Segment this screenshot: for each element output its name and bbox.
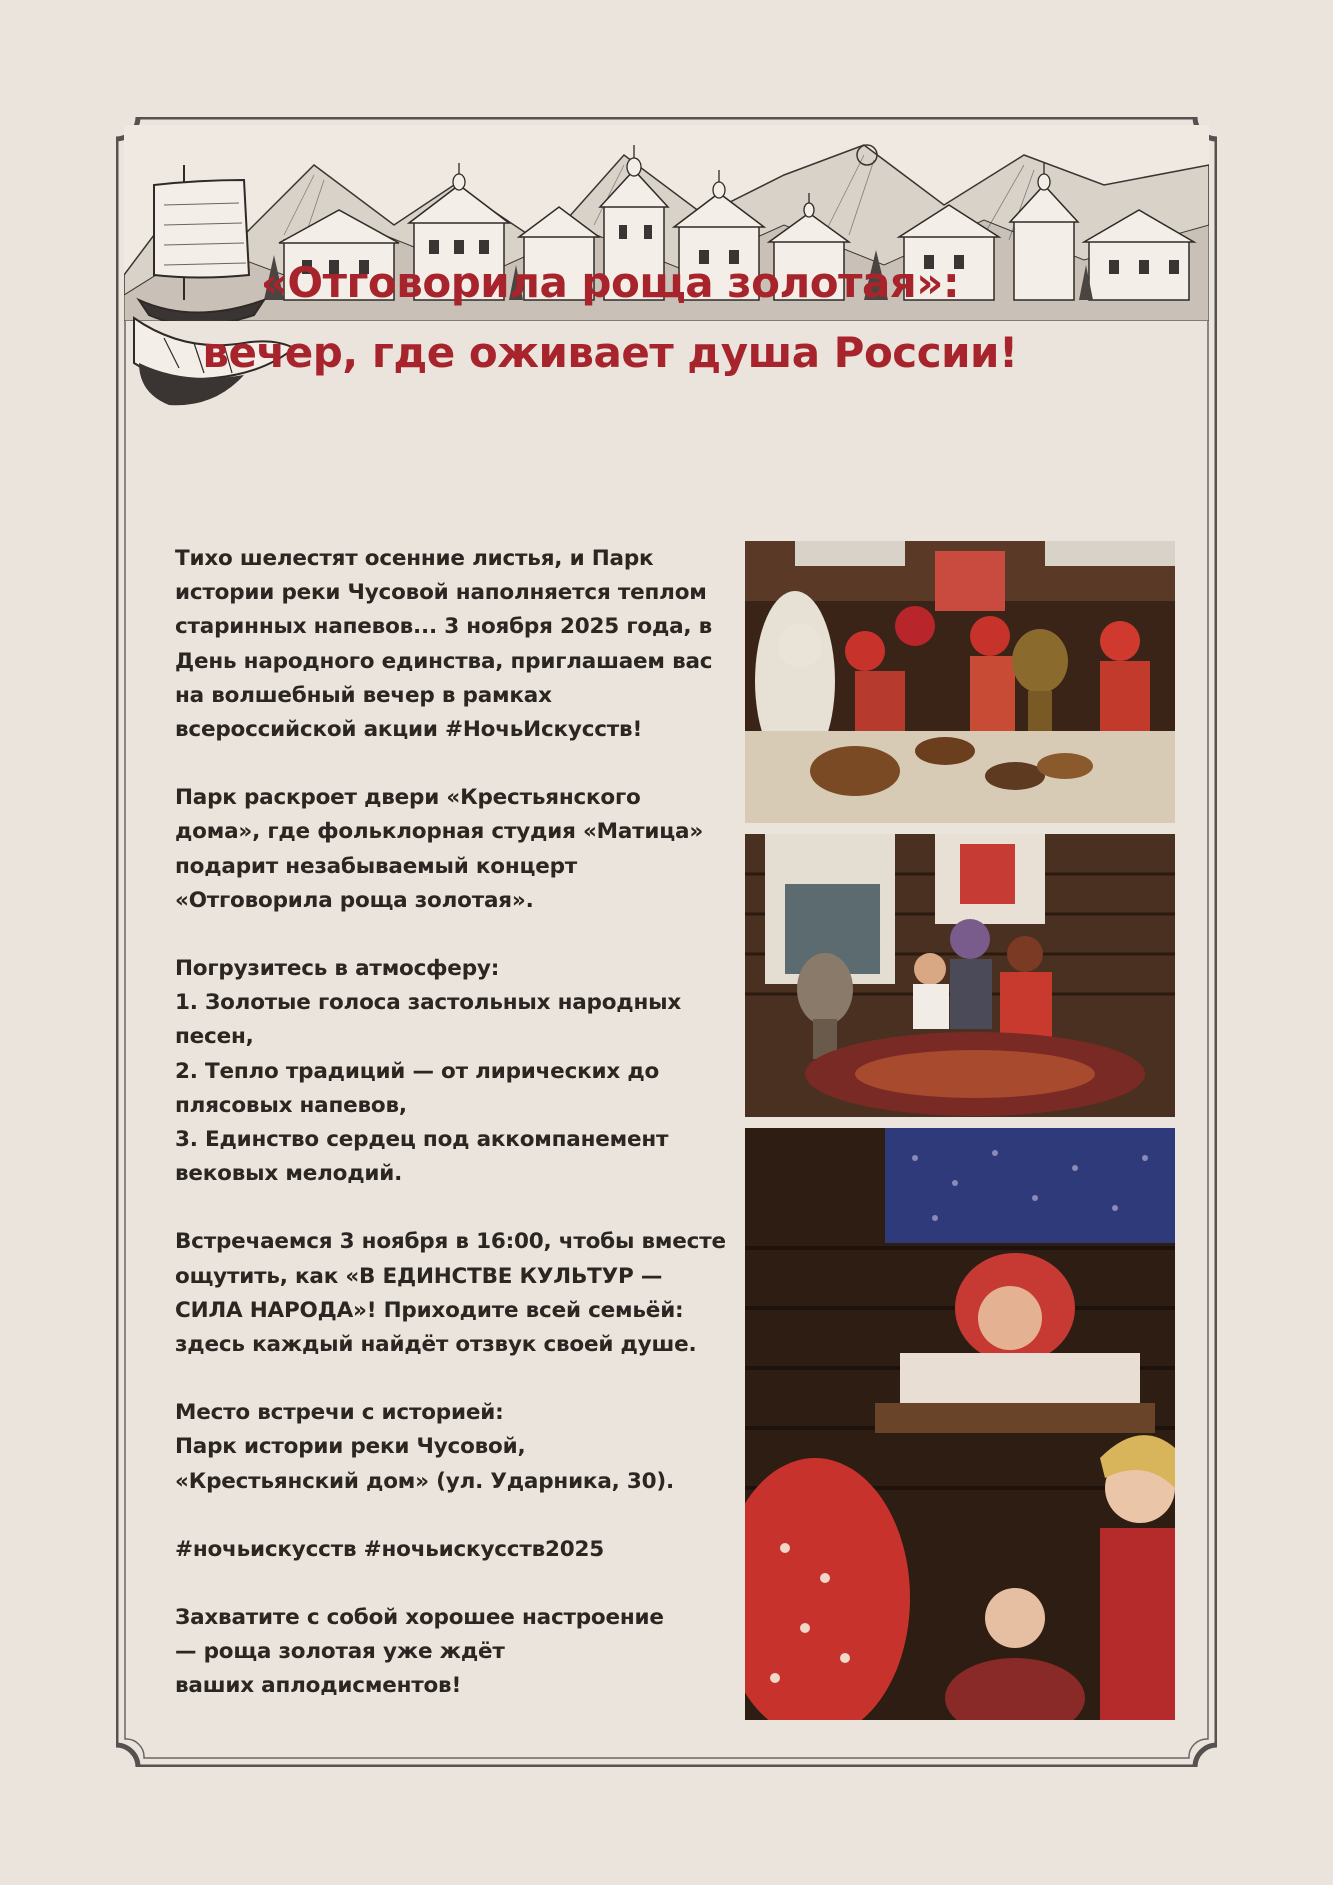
text-line: ваших аплодисментов! — [175, 1673, 462, 1699]
list-item: 1. Золотые голоса застольных народных — [175, 990, 682, 1016]
text-line: Тихо шелестят осенние листья, и Парк — [175, 546, 654, 571]
photo-girls-window — [745, 1128, 1175, 1720]
text-line: Место встречи с историей: — [175, 1400, 504, 1426]
list-item: 3. Единство сердец под аккомпанемент — [175, 1127, 669, 1153]
closing-paragraph — [175, 1601, 735, 1704]
poster-title — [170, 248, 1050, 388]
text-line: СИЛА НАРОДА»! Приходите всей семьёй: — [175, 1297, 684, 1323]
text-line: старинных напевов... 3 ноября 2025 года, в — [175, 614, 713, 640]
text-line: дома», где фольклорная студия «Матица» — [175, 819, 704, 845]
meeting-paragraph — [175, 1225, 735, 1362]
text-line: здесь каждый найдёт отзвук своей душе. — [175, 1332, 697, 1358]
location-paragraph — [175, 1396, 735, 1499]
title-line-2: вечер, где оживает душа России! — [202, 328, 1018, 377]
photo-folk-table — [745, 541, 1175, 823]
text-line: Погрузитесь в атмосферу: — [175, 956, 500, 982]
text-line: песен, — [175, 1024, 254, 1050]
text-line: — роща золотая уже ждёт — [175, 1639, 505, 1665]
text-line: на волшебный вечер в рамках — [175, 682, 552, 708]
text-line: плясовых напевов, — [175, 1092, 407, 1118]
photo-children-samovar — [745, 834, 1175, 1117]
text-line: вековых мелодий. — [175, 1161, 403, 1187]
intro-paragraph — [175, 542, 735, 747]
text-line: «Крестьянский дом» (ул. Ударника, 30). — [175, 1468, 674, 1494]
text-line: ощутить, как «В ЕДИНСТВЕ КУЛЬТУР — — [175, 1263, 663, 1289]
text-line: День народного единства, приглашаем вас — [175, 648, 713, 674]
text-line: всероссийской акции #НочьИскусств! — [175, 717, 643, 743]
event-description — [175, 542, 735, 1704]
text-line: Встречаемся 3 ноября в 16:00, чтобы вместе — [175, 1229, 726, 1255]
text-line: Парк истории реки Чусовой, — [175, 1434, 526, 1460]
list-item: 2. Тепло традиций — от лирических до — [175, 1058, 660, 1084]
text-line: Парк раскроет двери «Крестьянского — [175, 785, 641, 811]
text-line: Захватите с собой хорошее настроение — [175, 1605, 664, 1631]
title-line-1: «Отговорила роща золотая»: — [260, 258, 960, 307]
atmosphere-list — [175, 952, 735, 1191]
text-line: истории реки Чусовой наполняется теплом — [175, 580, 707, 606]
text-line: #ночьискусств #ночьискусств2025 — [175, 1536, 605, 1562]
text-line: «Отговорила роща золотая». — [175, 887, 534, 913]
text-line: подарит незабываемый концерт — [175, 853, 578, 879]
hashtags — [175, 1533, 735, 1567]
concert-paragraph — [175, 781, 735, 918]
